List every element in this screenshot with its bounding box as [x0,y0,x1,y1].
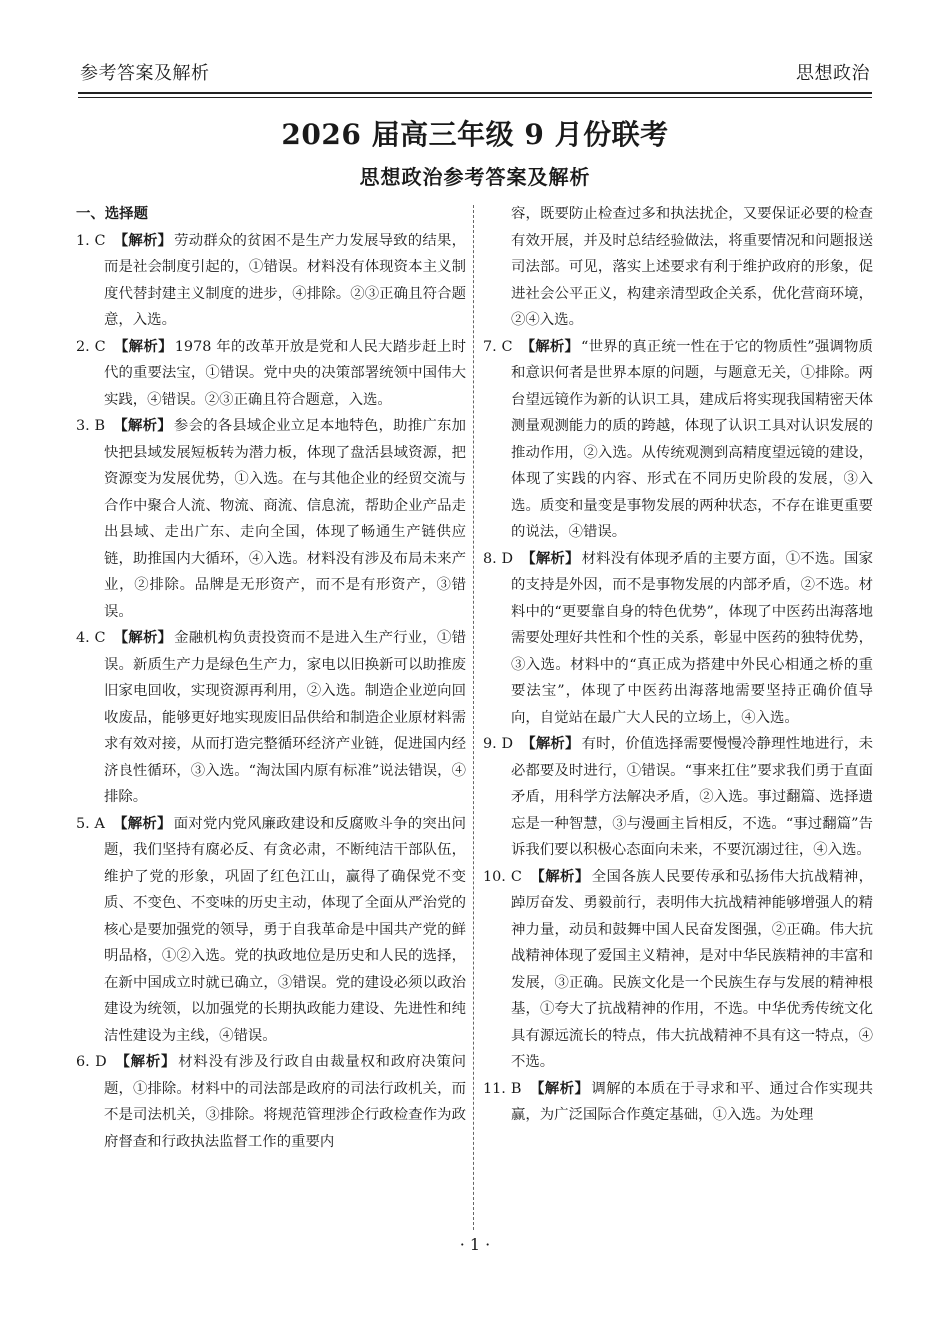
answer-item-9: 9. D 【解析】 有时，价值选择需要慢慢冷静理性地进行，未必都要及时进行，①错误。“事来扛住”要求我们勇于直面矛盾，用科学方法解决矛盾，②入选。事过翻篇、选择遗忘是一种智慧，③与漫画主旨相反，不选。“事过翻篇”告诉我们要以积极心态面向未来，不要沉溺过往，④入选。 [483,735,873,858]
page-header [78,56,872,94]
header-left-label: 参考答案及解析 [80,63,210,84]
answer-item-11: 11. B 【解析】 调解的本质在于寻求和平、通过合作实现共赢，为广泛国际合作奠定基础，①入选。为处理 [483,1079,873,1123]
page-title: 2026 届高三年级 9 月份联考 [281,118,669,151]
answer-item-10: 10. C 【解析】 全国各族人民要传承和弘扬伟大抗战精神，踔厉奋发、勇毅前行，表明伟大抗战精神能够增强人的精神力量，动员和鼓舞中国人民奋发图强，②正确。伟大抗战精神体现了爱国主义精神，是对中华民族精神的丰富和发展，③正确。民族文化是一个民族生存与发展的精神根基，①夸大了抗战精神的作用，不选。中华优秀传统文化具有源远流长的特点，伟大抗战精神不具有这一特点，④不选。 [483,867,873,1070]
answer-item-1: 1. C 【解析】 劳动群众的贫困不是生产力发展导致的结果，而是社会制度引起的，①错误。材料没有体现资本主义制度代替封建主义制度的进步，④排除。②③正确且符合题意，入选。 [76,231,466,328]
answer-item-6-continued: 容，既要防止检查过多和执法扰企，又要保证必要的检查有效开展，并及时总结经验做法，将重要情况和问题报送司法部。可见，落实上述要求有利于维护政府的形象，促进社会公平正义，构建亲清型政企关系，优化营商环境，②④入选。 [511,206,873,328]
answer-item-4: 4. C 【解析】 金融机构负责投资而不是进入生产行业，①错误。新质生产力是绿色生产力，家电以旧换新可以助推废旧家电回收，实现资源再利用，②入选。制造企业逆向回收废品，能够更好地实现废旧品供给和制造企业原材料需求有效对接，从而打造完整循环经济产业链，促进国内经济良性循环，③入选。“淘汰国内原有标准”说法错误，④排除。 [76,629,466,805]
answer-item-8: 8. D 【解析】 材料没有体现矛盾的主要方面，①不选。国家的支持是外因，而不是事物发展的内部矛盾，②不选。材料中的“更要靠自身的特色优势”，体现了中医药出海落地需要处理好共性和个性的关系，彰显中医药的独特优势，③入选。材料中的“真正成为搭建中外民心相通之桥的重要法宝”，体现了中医药出海落地需要坚持正确价值导向，自觉站在最广大人民的立场上，④入选。 [483,549,873,726]
answer-item-3: 3. B 【解析】 参会的各县域企业立足本地特色，助推广东加快把县域发展短板转为潜力板，体现了盘活县域资源，把资源变为发展优势，①入选。在与其他企业的经贸交流与合作中聚合人流、物流、商流、信息流，帮助企业产品走出县域、走出广东、走向全国，体现了畅通生产链供应链，助推国内大循环，④入选。材料没有涉及布局未来产业，②排除。品牌是无形资产，而不是有形资产，③错误。 [76,417,466,620]
answer-item-6: 6. D 【解析】 材料没有涉及行政自由裁量权和政府决策问题，①排除。材料中的司法部是政府的司法行政机关，而不是司法机关，③排除。将规范管理涉企行政检查作为政府督查和行政执法监督工作的重要内 [76,1053,466,1150]
page-subtitle: 思想政治参考答案及解析 [359,165,591,189]
answer-item-2: 2. C 【解析】 1978 年的改革开放是党和人民大踏步赶上时代的重要法宝，①错误。党中央的决策部署统领中国伟大实践，④错误。②③正确且符合题意，入选。 [76,337,466,408]
header-subject-label: 思想政治 [796,63,870,84]
column-divider [473,205,474,1230]
page-number: · 1 · [459,1235,491,1254]
section-title: 一、选择题 [76,205,148,222]
left-column [76,201,466,1155]
right-column [483,201,873,1129]
answer-item-5: 5. A 【解析】 面对党内党风廉政建设和反腐败斗争的突出问题，我们坚持有腐必反、有贪必肃，不断纯洁干部队伍，维护了党的形象，巩固了红色江山，赢得了确保党不变质、不变色、不变味的历史主动，体现了全面从严治党的核心是要加强党的领导，勇于自我革命是中国共产党的鲜明品格，①②入选。党的执政地位是历史和人民的选择，在新中国成立时就已确立，③错误。党的建设必须以政治建设为统领，以加强党的长期执政能力建设、先进性和纯洁性建设为主线，④错误。 [76,814,466,1044]
answer-item-7: 7. C 【解析】 “世界的真正统一性在于它的物质性”强调物质和意识何者是世界本原的问题，与题意无关，①排除。两台望远镜作为新的认识工具，建成后将实现我国精密天体测量观测能力的质的跨越，体现了认识工具对认识发展的推动作用，②入选。从传统观测到高精度望远镜的建设，体现了实践的内容、形式在不同历史阶段的发展，③入选。质变和量变是事物发展的两种状态，不存在谁更重要的说法，④错误。 [483,337,873,540]
